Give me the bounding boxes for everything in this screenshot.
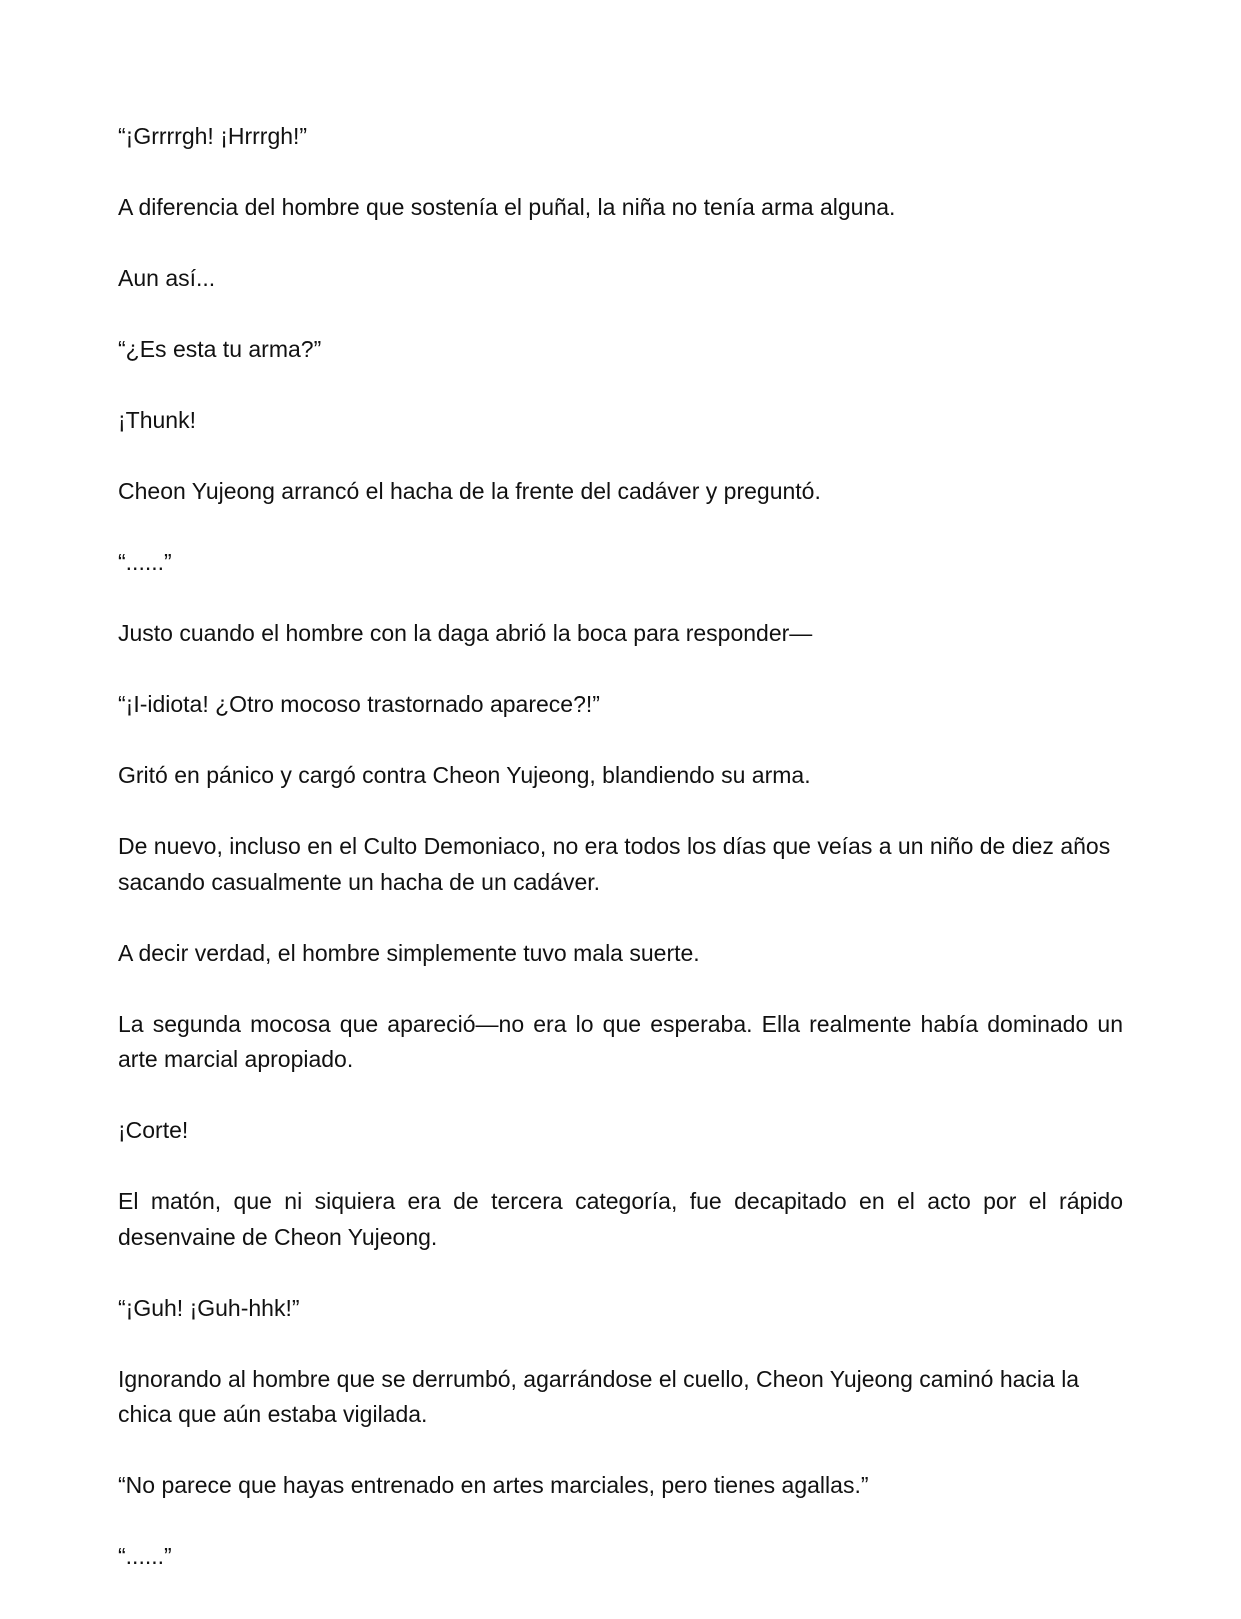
paragraph: ¡Corte! (118, 1117, 189, 1143)
paragraph: “¡Guh! ¡Guh-hhk!” (118, 1294, 300, 1321)
paragraph: A diferencia del hombre que sostenía el puñal, la niña no tenía arma alguna. (118, 194, 896, 220)
paragraph: Gritó en pánico y cargó contra Cheon Yujeong, blandiendo su arma. (118, 762, 811, 788)
paragraph: A decir verdad, el hombre simplemente tuvo mala suerte. (118, 939, 700, 966)
paragraph: “......” (118, 549, 172, 575)
paragraph: El matón, que ni siquiera era de tercera categoría, fue decapitado en el acto por el rápido desenvaine de Cheon Yujeong. (118, 1188, 1123, 1250)
paragraph: Aun así... (118, 265, 216, 291)
paragraph: “......” (118, 1543, 172, 1569)
paragraph: “¿Es esta tu arma?” (118, 336, 322, 362)
paragraph: “No parece que hayas entrenado en artes marciales, pero tienes agallas.” (118, 1472, 869, 1498)
paragraph: La segunda mocosa que apareció—no era lo que esperaba. Ella realmente había dominado un arte marcial apropiado. (118, 1010, 1123, 1072)
paragraph: Justo cuando el hombre con la daga abrió la boca para responder— (118, 620, 813, 646)
paragraph: Cheon Yujeong arrancó el hacha de la frente del cadáver y preguntó. (118, 478, 821, 504)
document-page (118, 119, 1123, 1610)
paragraph: “¡Grrrrgh! ¡Hrrrgh!” (118, 123, 308, 149)
paragraph: “¡I-idiota! ¿Otro mocoso trastornado aparece?!” (118, 691, 600, 717)
paragraph: ¡Thunk! (118, 407, 196, 433)
paragraph: Ignorando al hombre que se derrumbó, agarrándose el cuello, Cheon Yujeong caminó hacia la chica que aún estaba vigilada. (118, 1365, 1080, 1427)
paragraph: De nuevo, incluso en el Culto Demoniaco, no era todos los días que veías a un niño de diez años sacando casualmente un hacha de un cadáver. (118, 833, 1111, 895)
